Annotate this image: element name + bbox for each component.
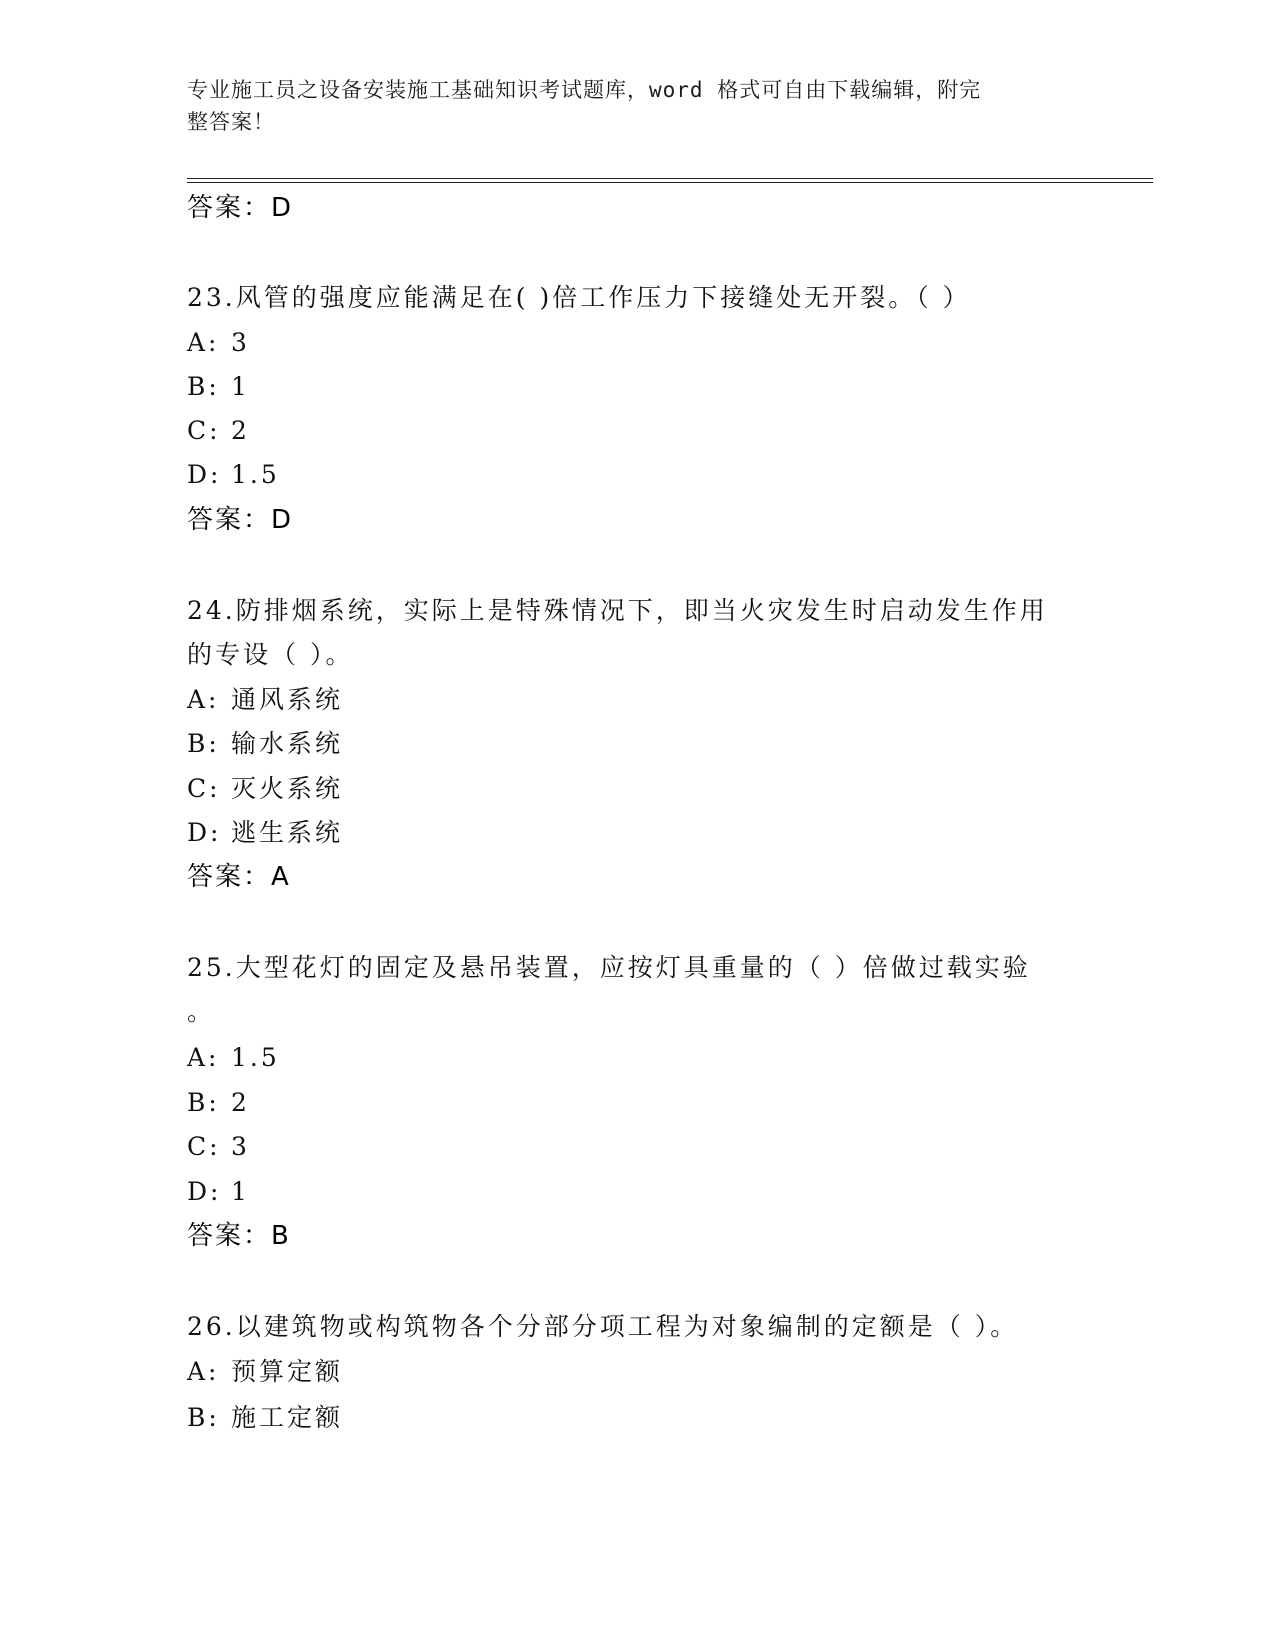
- question-25-option-d: D: 1: [187, 1177, 250, 1206]
- question-23-option-c: C: 2: [187, 416, 250, 445]
- question-24-option-b: B: 输水系统: [187, 729, 344, 758]
- question-24-stem-line-2: 的专设（ ）。: [187, 640, 354, 669]
- question-25-option-c: C: 3: [187, 1132, 250, 1161]
- question-24-option-d: D: 逃生系统: [187, 818, 344, 847]
- question-26-option-a: A: 预算定额: [187, 1357, 344, 1386]
- question-25-stem-line-2: 。: [187, 997, 216, 1026]
- question-24-answer: 答案：A: [187, 862, 291, 892]
- question-23-option-b: B: 1: [187, 372, 250, 401]
- question-23-option-a: A: 3: [187, 328, 250, 357]
- question-26-stem: 26.以建筑物或构筑物各个分部分项工程为对象编制的定额是（ ）。: [187, 1312, 1019, 1341]
- question-25-stem-line-1: 25.大型花灯的固定及悬吊装置，应按灯具重量的（ ）倍做过载实验: [187, 953, 1031, 982]
- header-line-1: 专业施工员之设备安装施工基础知识考试题库，word 格式可自由下载编辑，附完: [187, 78, 982, 102]
- question-23-stem: 23.风管的强度应能满足在( )倍工作压力下接缝处无开裂。（ ）: [187, 283, 971, 312]
- document-header: [187, 74, 1067, 138]
- question-26-option-b: B: 施工定额: [187, 1403, 344, 1432]
- header-divider-top: [187, 178, 1153, 179]
- question-24-option-c: C: 灭火系统: [187, 774, 344, 803]
- question-23-answer: 答案：D: [187, 505, 294, 535]
- header-divider-bottom: [187, 182, 1153, 183]
- header-line-2: 整答案！: [187, 110, 275, 134]
- question-25-answer: 答案：B: [187, 1221, 291, 1251]
- question-23-option-d: D: 1.5: [187, 460, 280, 489]
- question-24-option-a: A: 通风系统: [187, 685, 344, 714]
- question-25-option-b: B: 2: [187, 1088, 250, 1117]
- previous-answer: 答案：D: [187, 193, 294, 223]
- question-25-option-a: A: 1.5: [187, 1043, 280, 1072]
- question-24-stem-line-1: 24.防排烟系统，实际上是特殊情况下，即当火灾发生时启动发生作用: [187, 596, 1048, 625]
